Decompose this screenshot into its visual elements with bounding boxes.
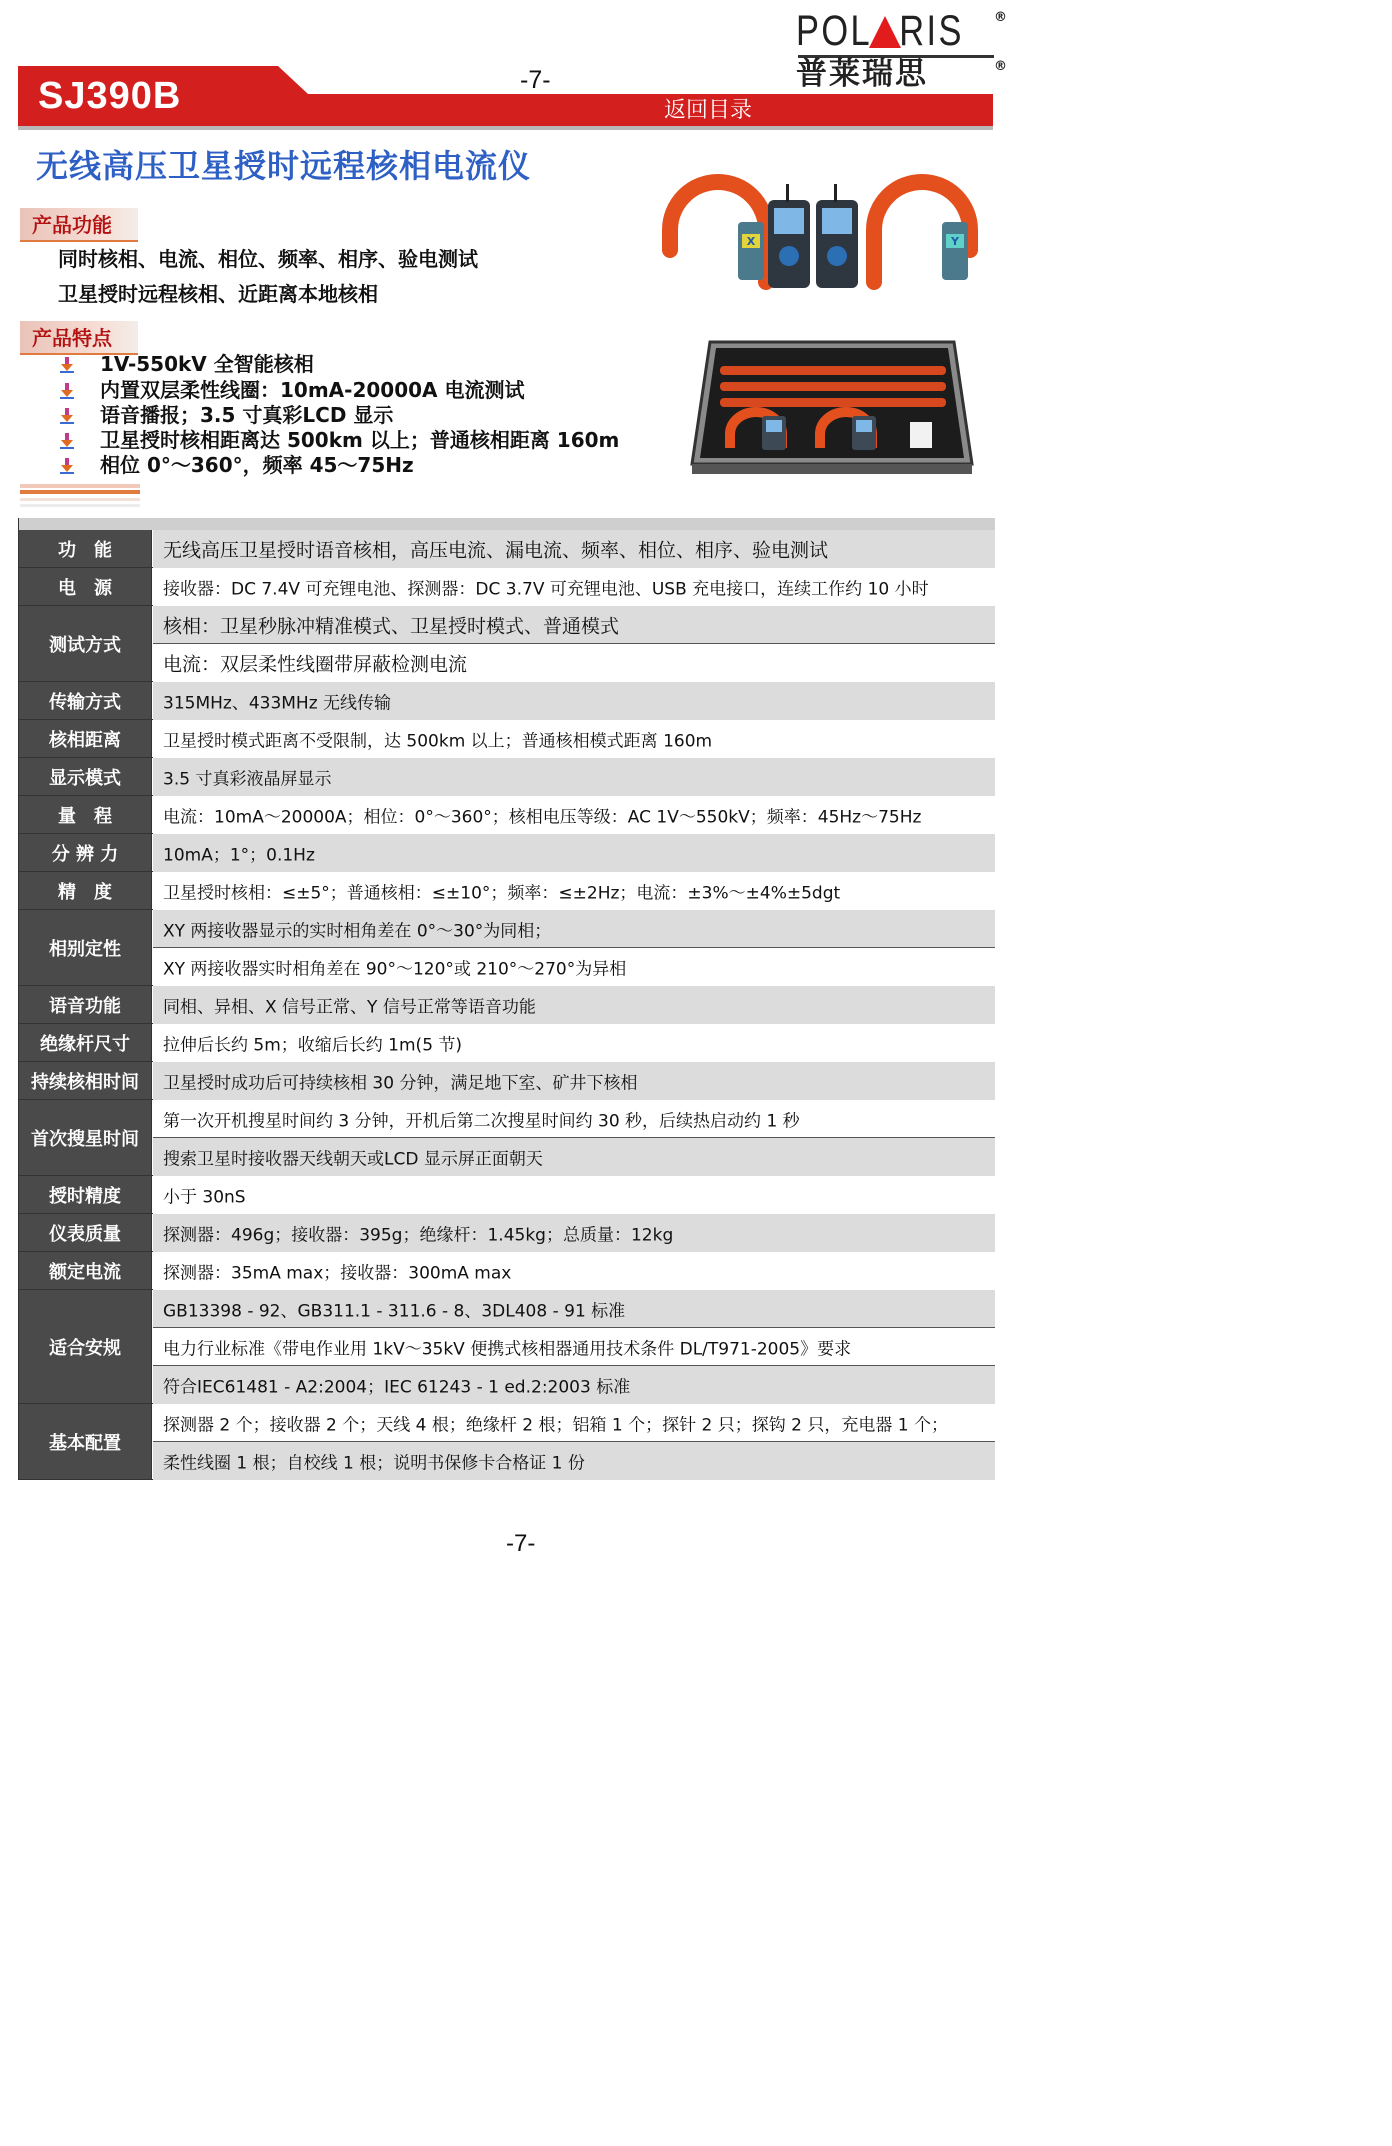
page-number-bottom: -7- [506,1530,536,1557]
spec-value-cell [153,1366,995,1404]
spec-label: 基本配置 [49,1432,121,1454]
spec-row [19,1252,995,1290]
spec-row [19,606,995,682]
spec-value: 10mA；1°；0.1Hz [163,845,315,866]
spec-value: 电力行业标准《带电作业用 1kV～35kV 便携式核相器通用技术条件 DL/T971-2005》要求 [163,1339,852,1359]
spec-row [19,1176,995,1214]
spec-value: 探测器：496g；接收器：395g；绝缘杆：1.45kg；总质量：12kg [163,1225,674,1246]
spec-label-cell [19,1024,152,1061]
spec-value: 第一次开机搜星时间约 3 分钟，开机后第二次搜星时间约 30 秒，后续热启动约 1 秒 [163,1111,800,1131]
spec-label: 精 度 [58,881,112,903]
spec-label: 语音功能 [49,995,121,1017]
logo-triangle-icon [869,16,901,48]
spec-value: 无线高压卫星授时语音核相，高压电流、漏电流、频率、相位、相序、验电测试 [163,539,829,562]
spec-label: 持续核相时间 [31,1071,139,1093]
spec-row [19,834,995,872]
function-line: 同时核相、电流、相位、频率、相序、验电测试 [58,247,478,271]
spec-value-cell [153,1214,995,1252]
spec-value: 柔性线圈 1 根；自校线 1 根；说明书保修卡合格证 1 份 [163,1453,585,1474]
banner-shadow [18,126,993,130]
spec-row [19,1024,995,1062]
svg-text:X: X [746,235,756,248]
spec-label: 仪表质量 [49,1223,121,1245]
spec-value-cell [153,1252,995,1290]
spec-value-cell [153,910,995,948]
spec-label: 测试方式 [49,634,121,656]
spec-label: 核相距离 [49,729,121,751]
spec-row [19,1214,995,1252]
spec-label: 授时精度 [49,1185,121,1207]
spec-row [19,682,995,720]
spec-row [19,910,995,986]
spec-label: 电 源 [58,577,112,599]
arrow-bullet-icon [60,433,74,449]
spec-label-cell [19,1252,152,1289]
logo-text-en: POL RIS [796,7,964,55]
spec-value-cell [153,1290,995,1328]
spec-label-cell [19,1290,152,1403]
spec-value: 符合IEC61481 - A2:2004；IEC 61243 - 1 ed.2:2003 标准 [163,1377,631,1398]
spec-label-cell [19,834,152,871]
product-image-probes [660,170,980,296]
logo-registered-mark: ® [994,10,1007,25]
spec-label: 首次搜星时间 [31,1128,139,1150]
spec-label-cell [19,720,152,757]
spec-value-cell [153,682,995,720]
back-to-contents-link[interactable]: 返回目录 [664,98,753,123]
spec-value: 小于 30nS [163,1187,246,1208]
spec-value-cell [153,1404,995,1442]
spec-value-cell [153,834,995,872]
spec-value-cell [153,1442,995,1480]
spec-value-cell [153,644,995,682]
spec-label-cell [19,986,152,1023]
function-line: 卫星授时远程核相、近距离本地核相 [58,282,378,306]
spec-value-cell [153,1024,995,1062]
spec-label-cell [19,1404,152,1479]
spec-value-cell [153,568,995,606]
spec-label-cell [19,568,152,605]
spec-label-cell [19,758,152,795]
spec-value-cell [153,758,995,796]
spec-value: 卫星授时成功后可持续核相 30 分钟，满足地下室、矿井下核相 [163,1073,638,1094]
logo-text-cn: 普莱瑞思 [796,56,928,92]
svg-text:Y: Y [951,235,959,248]
spec-value-cell [153,986,995,1024]
spec-label: 适合安规 [49,1337,121,1359]
spec-value-cell [153,796,995,834]
spec-value: 探测器：35mA max；接收器：300mA max [163,1263,512,1284]
spec-label-cell [19,606,152,681]
spec-table-top-bar [19,518,995,530]
arrow-bullet-icon [60,458,74,474]
spec-value-cell [153,948,995,986]
spec-value-cell [153,872,995,910]
spec-row [19,720,995,758]
spec-label: 显示模式 [49,767,121,789]
spec-value-cell [153,1062,995,1100]
spec-label-cell [19,1214,152,1251]
spec-label: 量 程 [58,805,112,827]
spec-value: 3.5 寸真彩液晶屏显示 [163,769,332,790]
spec-value: 接收器：DC 7.4V 可充锂电池、探测器：DC 3.7V 可充锂电池、USB 充电接口，连续工作约 10 小时 [163,579,929,600]
spec-value: XY 两接收器显示的实时相角差在 0°～30°为同相； [163,921,552,941]
spec-value: 拉伸后长约 5m；收缩后长约 1m(5 节) [163,1035,463,1056]
spec-row [19,1404,995,1480]
spec-value: 核相：卫星秒脉冲精准模式、卫星授时模式、普通模式 [163,615,620,637]
spec-row [19,796,995,834]
spec-value-cell [153,530,995,568]
spec-row [19,1062,995,1100]
arrow-bullet-icon [60,408,74,424]
spec-value-cell [153,1138,995,1176]
spec-label: 相别定性 [49,938,121,960]
spec-value: 电流：10mA～20000A；相位：0°～360°；核相电压等级：AC 1V～550kV；频率：45Hz～75Hz [163,807,922,828]
spec-label-cell [19,530,152,567]
logo-cn-registered-mark: ® [994,59,1007,74]
spec-label: 功 能 [58,539,112,561]
spec-value: 搜索卫星时接收器天线朝天或LCD 显示屏正面朝天 [163,1149,543,1170]
spec-row [19,986,995,1024]
spec-label-cell [19,1176,152,1213]
product-title: 无线高压卫星授时远程核相电流仪 [36,147,532,185]
spec-label-cell [19,682,152,719]
spec-value-cell [153,606,995,644]
spec-value: 315MHz、433MHz 无线传输 [163,693,392,714]
spec-value: 同相、异相、X 信号正常、Y 信号正常等语音功能 [163,997,536,1018]
header-banner [18,66,993,134]
spec-row [19,530,995,568]
page-number-top: -7- [520,66,551,94]
spec-label-cell [19,1100,152,1175]
spec-row [19,1290,995,1404]
spec-row [19,872,995,910]
spec-label: 传输方式 [49,691,121,713]
spec-row [19,1100,995,1176]
spec-row [19,758,995,796]
spec-label-cell [19,796,152,833]
spec-value: 卫星授时核相：≤±5°；普通核相：≤±10°；频率：≤±2Hz；电流：±3%～±4%±5dgt [163,883,841,904]
arrow-bullet-icon [60,383,74,399]
arrow-bullet-icon [60,357,74,373]
section-heading-functions: 产品功能 [20,208,138,242]
spec-value: GB13398 - 92、GB311.1 - 311.6 - 8、3DL408 - 91 标准 [163,1301,626,1321]
spec-table [18,518,994,1480]
spec-value-cell [153,1328,995,1366]
product-image-case [690,338,974,478]
decorative-stripes [20,484,140,510]
spec-label-cell [19,1062,152,1099]
spec-label: 绝缘杆尺寸 [40,1033,130,1055]
spec-label-cell [19,872,152,909]
spec-value: 卫星授时模式距离不受限制，达 500km 以上；普通核相模式距离 160m [163,731,713,752]
spec-label-cell [19,910,152,985]
section-heading-features: 产品特点 [20,321,138,355]
spec-value-cell [153,1100,995,1138]
model-number: SJ390B [38,75,182,117]
spec-label: 额定电流 [49,1261,121,1283]
spec-value: 探测器 2 个；接收器 2 个；天线 4 根；绝缘杆 2 根；铝箱 1 个；探针 2 只；探钩 2 只，充电器 1 个； [163,1415,948,1435]
spec-row [19,568,995,606]
spec-value: XY 两接收器实时相角差在 90°～120°或 210°～270°为异相 [163,959,627,980]
spec-value-cell [153,720,995,758]
spec-label: 分 辨 力 [51,843,119,865]
spec-value-cell [153,1176,995,1214]
spec-value: 电流：双层柔性线圈带屏蔽检测电流 [163,653,468,676]
